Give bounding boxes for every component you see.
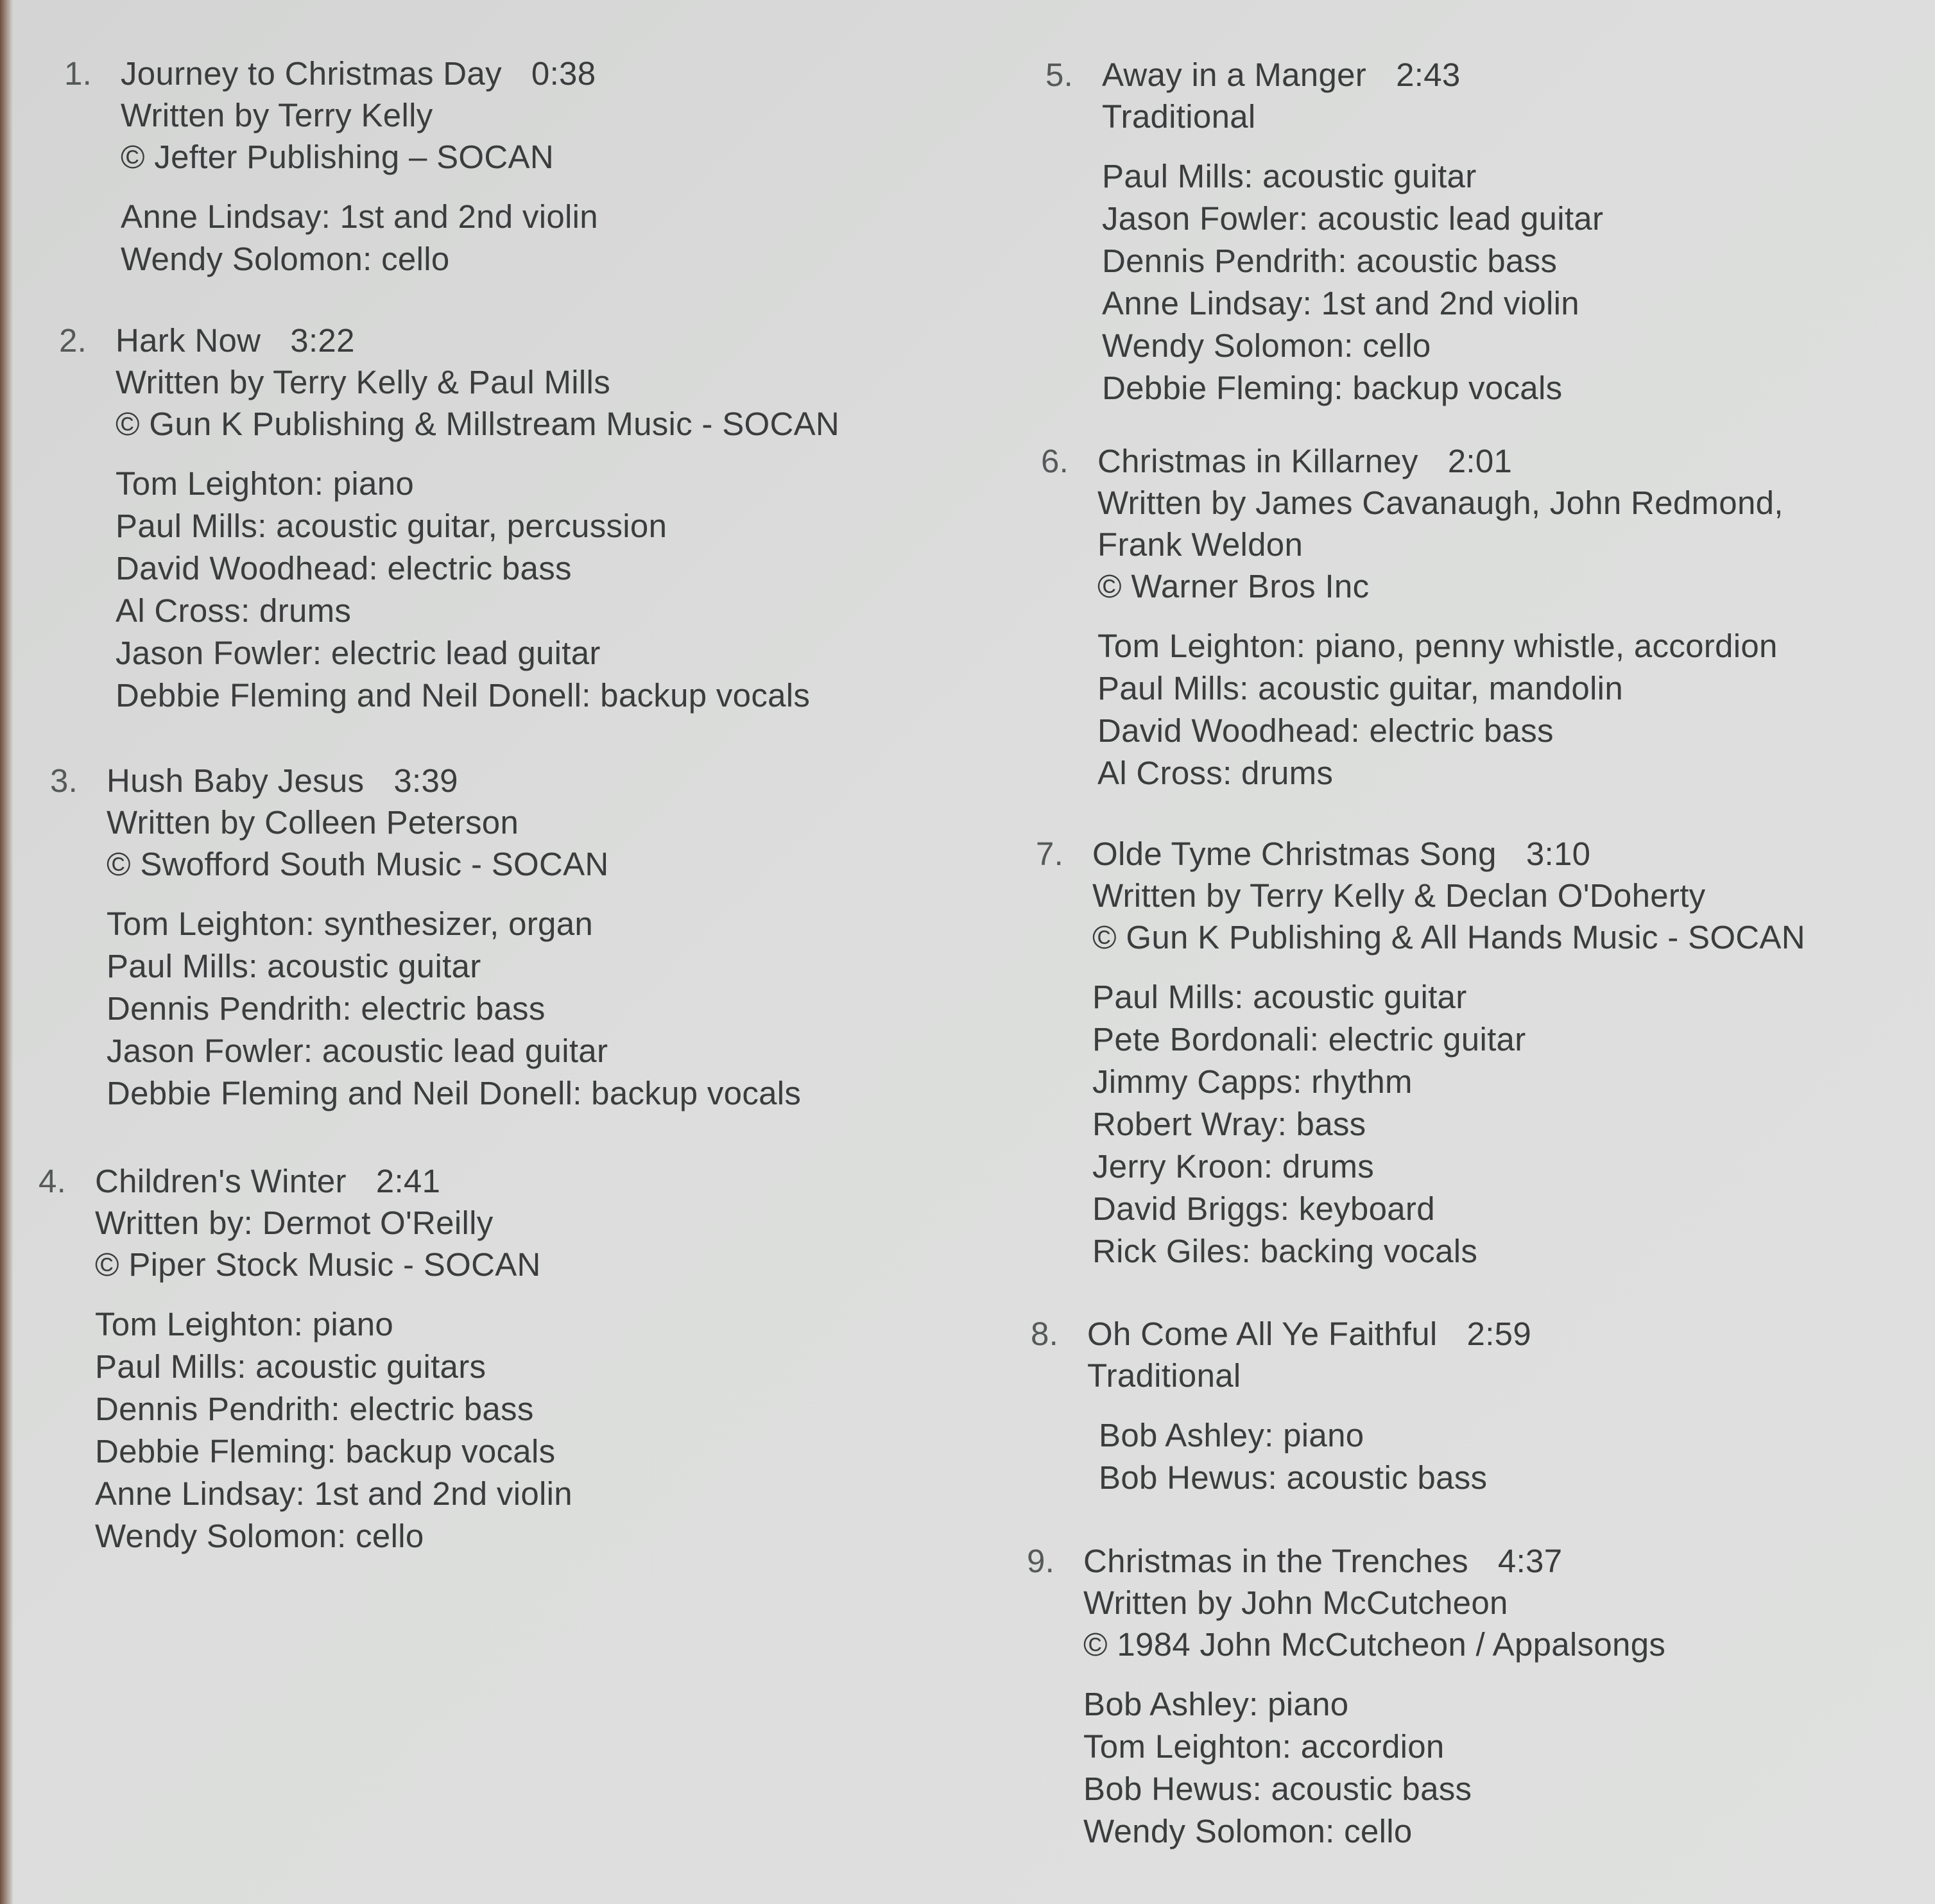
track-duration: 3:22: [290, 322, 355, 359]
track-info-line: © Jefter Publishing – SOCAN: [121, 139, 554, 175]
track-duration: 2:43: [1396, 56, 1461, 93]
track-info-line: © Swofford South Music - SOCAN: [107, 846, 609, 882]
credit-line: Tom Leighton: accordion: [1083, 1728, 1445, 1765]
track-title: Olde Tyme Christmas Song: [1092, 836, 1497, 872]
credit-line: Al Cross: drums: [116, 592, 352, 629]
credit-line: Anne Lindsay: 1st and 2nd violin: [95, 1475, 572, 1512]
track-9: [1027, 1540, 1666, 1853]
track-info-line: © Warner Bros Inc: [1097, 568, 1370, 605]
track-3: [50, 760, 802, 1115]
credit-line: Tom Leighton: piano: [95, 1306, 394, 1342]
track-7: [1036, 833, 1805, 1273]
track-info-line: Written by Terry Kelly & Paul Mills: [116, 364, 610, 400]
track-title-row: [95, 1160, 572, 1202]
credit-line: Jason Fowler: acoustic lead guitar: [107, 1033, 608, 1069]
track-duration: 3:10: [1526, 836, 1591, 872]
track-title-row: [1083, 1540, 1665, 1582]
credit-line: Tom Leighton: synthesizer, organ: [107, 905, 594, 942]
track-title: Hush Baby Jesus: [107, 762, 365, 799]
track-duration: 4:37: [1497, 1543, 1563, 1579]
credit-line: Jason Fowler: electric lead guitar: [116, 635, 601, 671]
track-duration: 3:39: [393, 762, 458, 799]
credit-line: Bob Ashley: piano: [1099, 1417, 1364, 1454]
track-info-line: © Piper Stock Music - SOCAN: [95, 1246, 541, 1283]
credit-line: Bob Hewus: acoustic bass: [1083, 1771, 1472, 1807]
credit-line: Jerry Kroon: drums: [1092, 1148, 1375, 1185]
track-info-line: Written by Terry Kelly & Declan O'Doherty: [1092, 877, 1706, 914]
track-credits: [1097, 625, 1784, 794]
track-title: Hark Now: [116, 322, 261, 359]
track-number: 3.: [50, 762, 78, 799]
track-6: [1041, 440, 1784, 794]
credit-line: Jimmy Capps: rhythm: [1092, 1063, 1413, 1100]
track-title: Christmas in the Trenches: [1083, 1543, 1468, 1579]
track-title-row: [107, 760, 801, 802]
track-credits: [95, 1303, 572, 1557]
track-title: Away in a Manger: [1102, 56, 1367, 93]
track-credits: [107, 903, 801, 1115]
track-info-line: Written by James Cavanaugh, John Redmond,: [1097, 485, 1784, 521]
track-title-row: [1097, 440, 1784, 482]
credit-line: Bob Hewus: acoustic bass: [1099, 1459, 1488, 1496]
track-credits: [1102, 155, 1603, 409]
track-number: 2.: [59, 322, 87, 359]
track-duration: 2:01: [1447, 443, 1513, 479]
credit-line: Robert Wray: bass: [1092, 1106, 1366, 1142]
credit-line: Al Cross: drums: [1097, 755, 1334, 791]
track-credits: [1099, 1414, 1531, 1499]
track-title-row: [121, 53, 598, 94]
track-2: [59, 320, 840, 717]
credit-line: Dennis Pendrith: acoustic bass: [1102, 243, 1558, 279]
track-title-row: [1102, 54, 1603, 96]
track-number: 4.: [39, 1163, 67, 1199]
credit-line: David Woodhead: electric bass: [116, 550, 572, 587]
track-info-line: Traditional: [1102, 98, 1256, 135]
track-info-line: © 1984 John McCutcheon / Appalsongs: [1083, 1626, 1666, 1663]
track-credits: [121, 196, 598, 280]
track-title: Oh Come All Ye Faithful: [1087, 1316, 1438, 1352]
track-info-line: Written by: Dermot O'Reilly: [95, 1205, 494, 1241]
page-edge: [0, 0, 13, 1904]
track-info-line: Written by Colleen Peterson: [107, 804, 519, 841]
track-duration: 2:41: [375, 1163, 441, 1199]
credit-line: Debbie Fleming and Neil Donell: backup vocals: [107, 1075, 802, 1111]
credit-line: Paul Mills: acoustic guitar, mandolin: [1097, 670, 1623, 707]
track-4: [39, 1160, 572, 1557]
credit-line: Paul Mills: acoustic guitar, percussion: [116, 508, 667, 544]
track-1: [64, 53, 598, 280]
track-5: [1045, 54, 1604, 409]
track-duration: 0:38: [531, 55, 596, 92]
track-info-line: Written by Terry Kelly: [121, 97, 433, 133]
credit-line: Debbie Fleming: backup vocals: [95, 1433, 556, 1470]
track-number: 8.: [1031, 1316, 1059, 1352]
credit-line: Tom Leighton: piano, penny whistle, accordion: [1097, 628, 1778, 664]
credit-line: Paul Mills: acoustic guitar: [1092, 979, 1467, 1015]
track-info-line: © Gun K Publishing & Millstream Music - SOCAN: [116, 406, 840, 442]
track-duration: 2:59: [1466, 1316, 1532, 1352]
credit-line: Pete Bordonali: electric guitar: [1092, 1021, 1526, 1058]
credit-line: Wendy Solomon: cello: [121, 241, 450, 277]
credit-line: Debbie Fleming: backup vocals: [1102, 370, 1563, 406]
track-number: 5.: [1045, 56, 1074, 93]
credit-line: Wendy Solomon: cello: [1102, 327, 1431, 364]
track-number: 7.: [1036, 836, 1064, 872]
track-title: Christmas in Killarney: [1097, 443, 1418, 479]
track-credits: [116, 463, 839, 717]
credit-line: David Woodhead: electric bass: [1097, 712, 1554, 749]
track-title-row: [1092, 833, 1805, 875]
track-title-row: [116, 320, 839, 361]
credit-line: Jason Fowler: acoustic lead guitar: [1102, 200, 1604, 237]
track-info-line: Frank Weldon: [1097, 526, 1303, 563]
track-title-row: [1087, 1313, 1531, 1355]
track-credits: [1083, 1683, 1665, 1853]
credit-line: Rick Giles: backing vocals: [1092, 1233, 1478, 1269]
track-number: 6.: [1041, 443, 1069, 479]
credit-line: Paul Mills: acoustic guitars: [95, 1348, 486, 1385]
track-title: Journey to Christmas Day: [121, 55, 502, 92]
credit-line: Paul Mills: acoustic guitar: [1102, 158, 1477, 194]
credit-line: Paul Mills: acoustic guitar: [107, 948, 481, 984]
credit-line: Wendy Solomon: cello: [1083, 1813, 1413, 1849]
credit-line: Wendy Solomon: cello: [95, 1518, 424, 1554]
track-number: 9.: [1027, 1543, 1055, 1579]
credit-line: Anne Lindsay: 1st and 2nd violin: [1102, 285, 1579, 322]
credit-line: Tom Leighton: piano: [116, 465, 415, 502]
credit-line: Dennis Pendrith: electric bass: [107, 990, 546, 1027]
track-info-line: Traditional: [1087, 1357, 1241, 1394]
credit-line: Anne Lindsay: 1st and 2nd violin: [121, 198, 598, 235]
track-8: [1031, 1313, 1532, 1499]
credit-line: David Briggs: keyboard: [1092, 1190, 1435, 1227]
track-title: Children's Winter: [95, 1163, 347, 1199]
track-credits: [1092, 976, 1805, 1273]
credit-line: Bob Ashley: piano: [1083, 1686, 1349, 1722]
track-info-line: Written by John McCutcheon: [1083, 1584, 1508, 1621]
credit-line: Dennis Pendrith: electric bass: [95, 1391, 534, 1427]
credit-line: Debbie Fleming and Neil Donell: backup vocals: [116, 677, 811, 714]
track-info-line: © Gun K Publishing & All Hands Music - SOCAN: [1092, 919, 1805, 956]
track-number: 1.: [64, 55, 92, 92]
